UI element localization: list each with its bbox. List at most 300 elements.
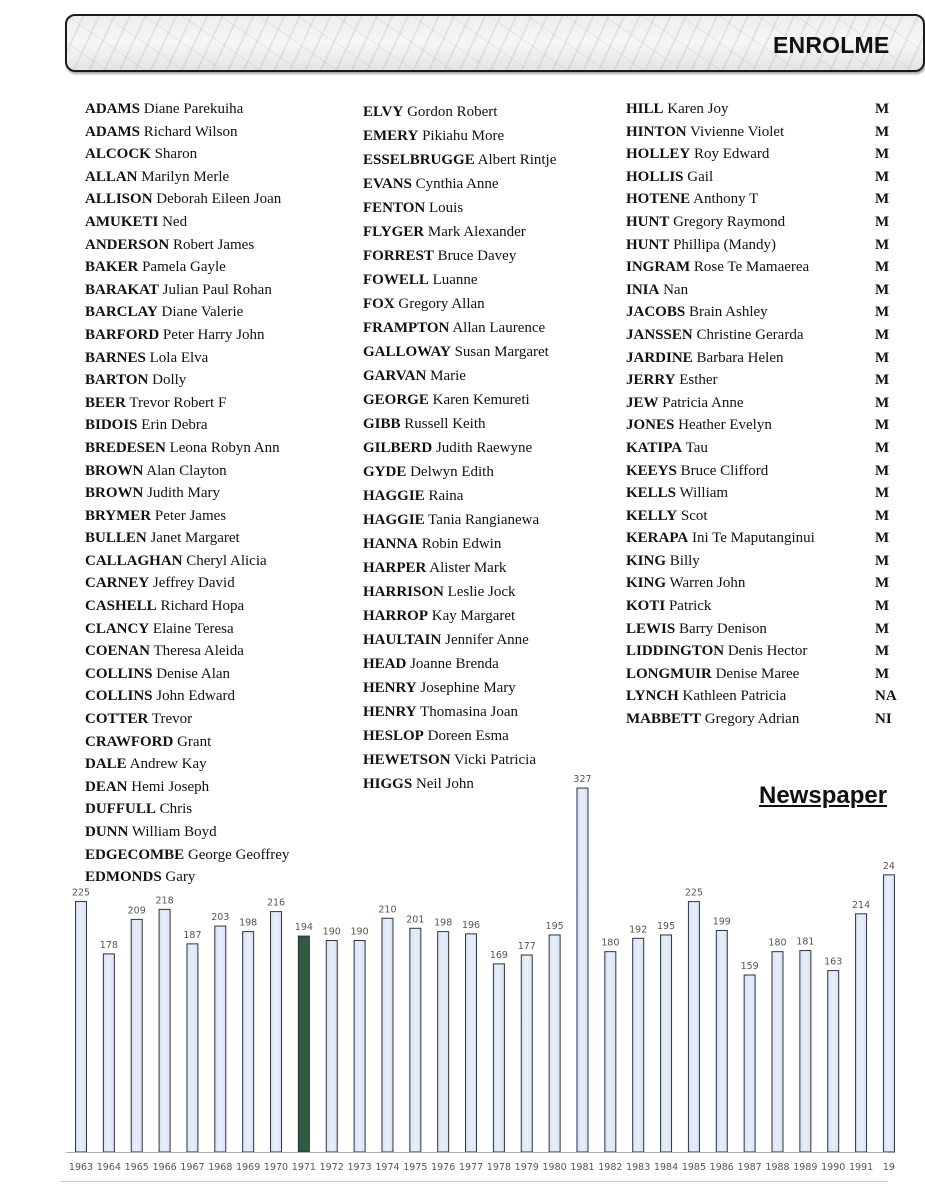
surname: EVANS [363,176,412,192]
given-names: Vivienne Violet [686,123,785,140]
name-entry [626,527,815,550]
surname: HOLLIS [626,168,684,185]
name-entry [626,188,815,211]
name-entry [85,234,289,257]
name-entry [875,143,897,166]
surname: BAKER [85,259,139,276]
name-entry [626,347,815,370]
given-names: Pikiahu More [418,128,505,144]
given-names: Dolly [148,372,187,389]
x-tick-label-1968: 1968 [208,1162,233,1173]
bar-1991 [856,914,867,1152]
surname: BRYMER [85,507,152,524]
surname: CARNEY [85,575,150,592]
x-tick-label-1984: 1984 [653,1162,679,1173]
name-entry [85,821,289,844]
bar-1987 [744,975,755,1152]
value-label-1983: 192 [629,924,648,936]
name-entry [626,143,815,166]
bar-1981 [577,788,588,1152]
surname: M [875,507,890,524]
name-entry [626,98,815,121]
name-entry [363,628,556,652]
name-entry [363,436,556,460]
surname: CASHELL [85,598,157,615]
surname: M [875,485,890,502]
surname: DALE [85,756,127,773]
name-entry [626,414,815,437]
given-names: Peter Harry John [159,326,265,343]
given-names: Grant [173,733,212,750]
surname: ADAMS [85,101,140,117]
value-label-1981: 327 [573,774,592,786]
given-names: Vicki Patricia [450,752,536,768]
value-label-1977: 196 [461,919,481,931]
x-tick-label-1979: 1979 [514,1162,539,1173]
surname: M [875,236,890,253]
value-label-1987: 159 [740,961,759,973]
given-names: Robin Edwin [418,536,502,552]
bar-1969 [243,932,254,1152]
name-entry [626,279,815,302]
x-tick-label-1969: 1969 [236,1162,261,1173]
given-names: Phillipa (Mandy) [669,236,776,253]
value-label-1963: 225 [71,887,91,899]
surname: GILBERD [363,440,433,456]
given-names: Tau [682,439,708,456]
given-names: Andrew Kay [126,756,207,773]
surname: NI [875,711,892,728]
surname: BARCLAY [85,304,158,321]
surname: AMUKETI [85,213,159,230]
bar-1968 [215,926,226,1152]
x-tick-label-1988: 1988 [765,1162,790,1173]
given-names: Patricia Anne [658,394,744,411]
surname: JONES [626,417,675,434]
bar-1975 [410,928,421,1152]
name-entry [626,595,815,618]
x-tick-label-1972: 1972 [319,1162,344,1173]
name-entry [85,98,289,121]
x-tick-label-1970: 1970 [263,1162,289,1173]
value-label-1978: 169 [489,949,508,961]
surname: CALLAGHAN [85,552,183,569]
given-names: Erin Debra [137,417,208,434]
given-names: Roy Edward [690,146,770,163]
name-entry [85,460,289,483]
value-label-1970: 216 [266,897,286,909]
given-names: Allan Laurence [449,320,546,336]
bar-1986 [716,931,727,1152]
surname: ELVY [363,104,404,120]
given-names: Scot [677,507,708,524]
surname: DEAN [85,778,128,795]
surname: GALLOWAY [363,344,451,360]
surname: BREDESEN [85,439,166,456]
surname: KING [626,552,667,569]
bar-1982 [605,952,616,1152]
name-entry [626,663,815,686]
x-tick-label-1977: 1977 [458,1162,484,1173]
name-entry [85,550,289,573]
newspaper-heading: Newspaper [759,782,888,809]
bar-1963 [76,902,87,1152]
name-entry [85,731,289,754]
name-entry [875,234,897,257]
name-entry [85,776,289,799]
surname: M [875,575,890,592]
given-names: Richard Wilson [140,123,238,140]
name-entry [85,844,289,867]
name-entry [363,220,556,244]
value-label-1972: 190 [322,926,341,938]
surname: BARAKAT [85,281,159,298]
name-entry [875,301,897,324]
surname: DUFFULL [85,801,156,818]
surname: M [875,101,890,117]
name-entry [875,324,897,347]
surname: GEORGE [363,392,429,408]
name-entry [875,482,897,505]
name-entry [363,148,556,172]
name-entry [85,708,289,731]
name-entry [363,556,556,580]
value-label-1989: 181 [796,936,815,948]
value-label-1975: 201 [406,914,425,926]
name-entry [85,414,289,437]
name-entry [363,652,556,676]
name-entry [875,121,897,144]
given-names: Bruce Clifford [676,462,769,479]
name-entry [626,572,815,595]
given-names: Raina [424,488,464,504]
name-entry [85,663,289,686]
given-names: Russell Keith [400,416,486,432]
value-label-1969: 198 [239,917,258,929]
given-names: Robert James [169,236,255,253]
bar-1976 [438,932,449,1152]
given-names: Gregory Allan [394,296,485,312]
bar-1971 [298,936,309,1152]
name-entry [363,724,556,748]
surname: GIBB [363,416,401,432]
given-names: Chris [155,801,193,818]
given-names: Gail [683,168,714,185]
name-entry [363,676,556,700]
name-entry [875,550,897,573]
given-names: Elaine Teresa [149,620,234,637]
x-tick-label-1971: 1971 [291,1162,316,1173]
surname: M [875,146,890,163]
surname: JEW [626,394,659,411]
given-names: Leslie Jock [443,584,516,600]
name-entry [85,392,289,415]
name-entry [875,279,897,302]
given-names: Hemi Joseph [127,778,210,795]
given-names: Karen Kemureti [428,392,530,408]
name-entry [363,316,556,340]
bar-1992 [883,875,894,1152]
given-names: Louis [425,200,464,216]
name-entry [85,640,289,663]
name-entry [85,685,289,708]
surname: BEER [85,394,126,411]
surname: HARRISON [363,584,444,600]
name-column-2 [363,100,556,796]
bar-1990 [828,971,839,1152]
name-entry [626,618,815,641]
surname: FOX [363,296,395,312]
value-label-1979: 177 [517,940,536,952]
name-entry [875,618,897,641]
given-names: Brain Ashley [685,304,768,321]
name-entry [363,700,556,724]
surname: KATIPA [626,439,683,456]
given-names: Jeffrey David [149,575,235,592]
name-entry [875,663,897,686]
surname: M [875,462,890,479]
name-entry [363,748,556,772]
name-entry [875,595,897,618]
surname: ANDERSON [85,236,170,253]
given-names: Julian Paul Rohan [158,281,272,298]
bar-1970 [271,912,282,1152]
surname: HINTON [626,123,687,140]
given-names: Gregory Raymond [669,213,786,230]
name-entry [363,364,556,388]
name-entry [875,437,897,460]
surname: FENTON [363,200,426,216]
given-names: Diane Valerie [157,304,244,321]
surname: BARFORD [85,326,160,343]
surname: JARDINE [626,349,693,366]
name-entry [875,708,897,731]
bar-1974 [382,918,393,1152]
surname: HESLOP [363,728,424,744]
surname: ALLISON [85,191,153,208]
surname: KEEYS [626,462,677,479]
given-names: Kay Margaret [428,608,516,624]
surname: LIDDINGTON [626,643,725,660]
surname: EDGECOMBE [85,846,185,863]
surname: HUNT [626,213,670,230]
x-tick-label-1981: 1981 [570,1162,595,1173]
given-names: Jennifer Anne [441,632,529,648]
surname: GYDE [363,464,407,480]
surname: CLANCY [85,620,150,637]
name-entry [626,550,815,573]
name-entry [363,532,556,556]
x-tick-label-1978: 1978 [486,1162,511,1173]
value-label-1980: 195 [545,920,564,932]
name-entry [626,460,815,483]
name-entry [85,618,289,641]
given-names: Thomasina Joan [416,704,519,720]
surname: KELLS [626,485,677,502]
given-names: Delwyn Edith [406,464,494,480]
name-entry [363,412,556,436]
surname: M [875,326,890,343]
x-tick-label-1965: 1965 [124,1162,149,1173]
name-entry [626,256,815,279]
name-entry [363,244,556,268]
name-entry [85,301,289,324]
name-entry [626,505,815,528]
given-names: Luanne [428,272,478,288]
x-tick-label-1990: 1990 [821,1162,846,1173]
surname: HOTENE [626,191,691,208]
given-names: Doreen Esma [423,728,509,744]
surname: M [875,372,890,389]
surname: HENRY [363,704,417,720]
name-entry [363,172,556,196]
value-label-1991: 214 [852,899,871,911]
given-names: Barry Denison [675,620,767,637]
given-names: Deborah Eileen Joan [152,191,282,208]
given-names: Richard Hopa [156,598,245,615]
value-label-1966: 218 [155,895,174,907]
name-entry [85,369,289,392]
surname: BROWN [85,485,144,502]
name-entry [85,347,289,370]
name-entry [875,685,897,708]
x-tick-label-1980: 1980 [542,1162,567,1173]
given-names: John Edward [152,688,236,705]
surname: COENAN [85,643,151,660]
surname: M [875,598,890,615]
name-entry [85,437,289,460]
value-label-1968: 203 [211,912,230,924]
value-label-1976: 198 [434,917,453,929]
x-tick-label-1985: 1985 [681,1162,707,1173]
name-entry [363,772,556,796]
surname: M [875,552,890,569]
name-column-3 [626,98,815,731]
value-label-1971: 194 [294,922,313,934]
surname: HEWETSON [363,752,451,768]
surname: JANSSEN [626,326,693,343]
given-names: Alister Mark [426,560,507,576]
name-entry [875,505,897,528]
given-names: Sharon [150,146,198,163]
name-entry [875,188,897,211]
name-entry [626,234,815,257]
given-names: Gordon Robert [403,104,498,120]
name-entry [85,482,289,505]
surname: HOLLEY [626,146,691,163]
name-entry [626,392,815,415]
given-names: Trevor [148,711,193,728]
surname: HANNA [363,536,418,552]
x-tick-label-1966: 1966 [152,1162,177,1173]
given-names: Josephine Mary [416,680,516,696]
surname: EDMONDS [85,869,162,886]
value-label-1984: 195 [656,920,676,932]
name-entry [363,340,556,364]
given-names: Denise Alan [152,665,231,682]
name-entry [85,211,289,234]
surname: M [875,213,890,230]
surname: LONGMUIR [626,665,712,682]
x-tick-label-1974: 1974 [375,1162,400,1173]
bar-1989 [800,951,811,1152]
bar-1973 [354,941,365,1152]
given-names: Joanne Brenda [406,656,499,672]
name-entry [363,388,556,412]
given-names: Denise Maree [711,665,800,682]
given-names: Peter James [151,507,227,524]
surname: LYNCH [626,688,679,705]
name-entry [363,508,556,532]
surname: KING [626,575,667,592]
value-label-1967: 187 [183,929,202,941]
given-names: Susan Margaret [450,344,549,360]
given-names: Warren John [666,575,746,592]
name-entry [85,324,289,347]
surname: ESSELBRUGGE [363,152,475,168]
value-label-1985: 225 [684,887,703,899]
surname: HILL [626,101,664,117]
surname: HEAD [363,656,407,672]
x-tick-label-1964: 1964 [96,1162,121,1173]
surname: HAULTAIN [363,632,442,648]
surname: COTTER [85,711,149,728]
x-tick-label-1976: 1976 [431,1162,456,1173]
name-entry [85,753,289,776]
name-entry [875,347,897,370]
surname: M [875,665,890,682]
surname: HENRY [363,680,417,696]
bar-1988 [772,952,783,1152]
given-names: Judith Mary [143,485,221,502]
given-names: Judith Raewyne [432,440,533,456]
value-label-1990: 163 [824,956,843,968]
name-entry [85,279,289,302]
name-entry [626,685,815,708]
surname: KELLY [626,507,678,524]
bar-1980 [549,935,560,1152]
surname: M [875,281,890,298]
given-names: William [676,485,729,502]
surname: M [875,259,890,276]
surname: M [875,191,890,208]
given-names: Bruce Davey [433,248,517,264]
bar-1965 [131,919,142,1152]
surname: DUNN [85,824,129,840]
bar-1972 [326,941,337,1152]
name-column-1 [85,98,289,889]
surname: BIDOIS [85,417,138,434]
given-names: Heather Evelyn [674,417,772,434]
x-tick-label-1975: 1975 [403,1162,428,1173]
name-entry [875,572,897,595]
x-tick-label-1967: 1967 [180,1162,205,1173]
surname: JACOBS [626,304,686,321]
name-entry [363,124,556,148]
name-entry [626,301,815,324]
bar-1977 [466,934,477,1152]
enrolment-banner [65,14,925,72]
bar-1984 [661,935,672,1152]
surname: MABBETT [626,711,702,728]
banner-title: ENROLME [773,32,890,58]
value-label-1973: 190 [350,926,369,938]
surname: ADAMS [85,123,140,140]
name-entry [363,196,556,220]
given-names: George Geoffrey [184,846,290,863]
name-entry [85,143,289,166]
surname: BROWN [85,462,144,479]
